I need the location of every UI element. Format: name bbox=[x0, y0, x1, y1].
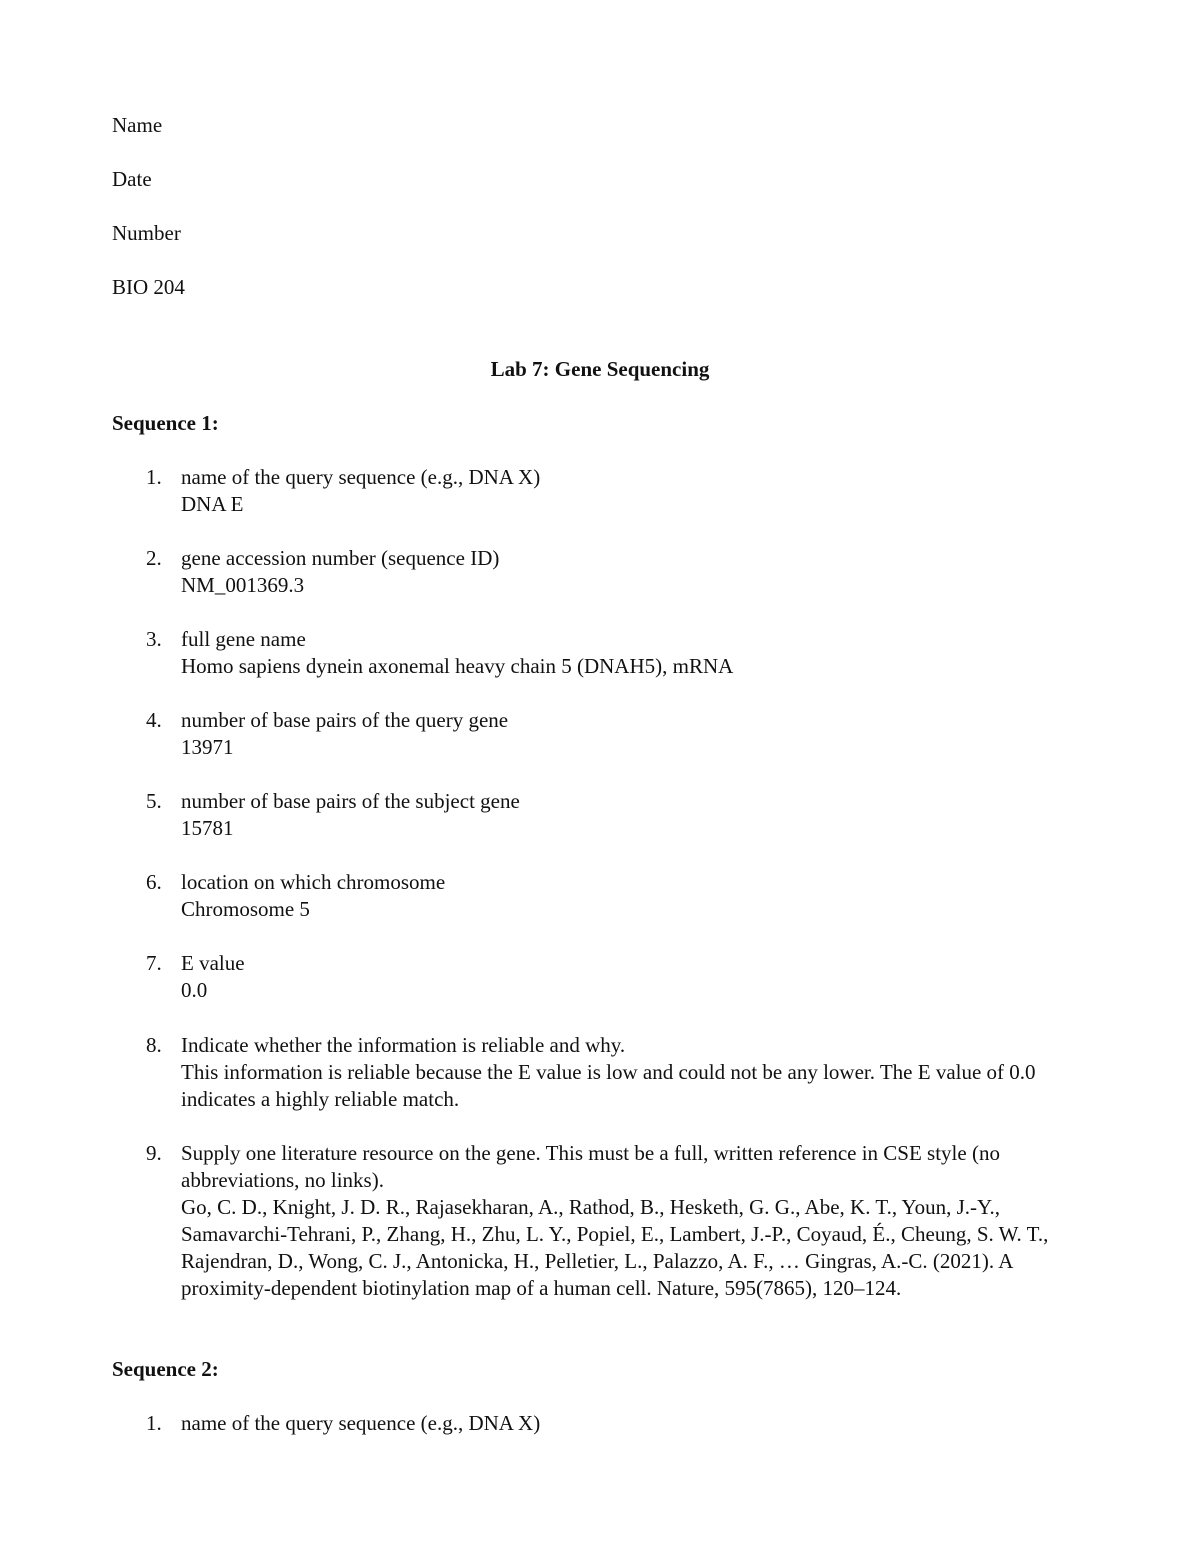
question-text: E value bbox=[181, 951, 245, 975]
sequence-1-heading: Sequence 1: bbox=[112, 411, 219, 435]
item-number: 1. bbox=[146, 1411, 162, 1435]
number-label: Number bbox=[112, 221, 181, 245]
item-number: 7. bbox=[146, 951, 162, 975]
reference-text: Go, C. D., Knight, J. D. R., Rajasekharan, A., Rathod, B., Hesketh, G. G., Abe, K. T., Youn, J.-Y., Samavarchi-Tehrani, P., Zhang, H., Zhu, L. Y., Popiel, E., Lambert, J.-P., Coyaud, É., Cheung, S. W. T., Rajendran, D., Wong, C. J., Antonicka, H., Pelletier, L., Palazzo, A. F., … Gingras, A.-C. (2021). A proximity-dependent biotinylation map of a human cell. Nature, 595(7865), 120–124. bbox=[181, 1195, 1049, 1300]
question-text: full gene name bbox=[181, 627, 306, 651]
item-number: 9. bbox=[146, 1141, 162, 1165]
answer-text: 13971 bbox=[181, 735, 234, 759]
item-number: 2. bbox=[146, 546, 162, 570]
answer-text: NM_001369.3 bbox=[181, 573, 305, 597]
question-text: number of base pairs of the query gene bbox=[181, 708, 509, 732]
question-text: name of the query sequence (e.g., DNA X) bbox=[181, 1411, 541, 1435]
item-number: 5. bbox=[146, 789, 162, 813]
question-text: location on which chromosome bbox=[181, 870, 446, 894]
answer-text: This information is reliable because the E value is low and could not be any lower. The E value of 0.0 indicates a highly reliable match. bbox=[181, 1060, 1036, 1111]
answer-text: 0.0 bbox=[181, 978, 208, 1002]
item-number: 8. bbox=[146, 1033, 162, 1057]
name-label: Name bbox=[112, 113, 163, 137]
question-text: gene accession number (sequence ID) bbox=[181, 546, 500, 570]
question-text: Indicate whether the information is reliable and why. bbox=[181, 1033, 626, 1057]
item-number: 6. bbox=[146, 870, 162, 894]
question-text: number of base pairs of the subject gene bbox=[181, 789, 520, 813]
answer-text: DNA E bbox=[181, 492, 244, 516]
page-title: Lab 7: Gene Sequencing bbox=[490, 357, 710, 381]
question-text: Supply one literature resource on the gene. This must be a full, written reference in CSE style (no abbreviations, no links). bbox=[181, 1141, 1000, 1192]
date-label: Date bbox=[112, 167, 152, 191]
answer-text: Chromosome 5 bbox=[181, 897, 310, 921]
item-number: 3. bbox=[146, 627, 162, 651]
answer-text: 15781 bbox=[181, 816, 234, 840]
answer-text: Homo sapiens dynein axonemal heavy chain 5 (DNAH5), mRNA bbox=[181, 654, 734, 678]
item-number: 4. bbox=[146, 708, 162, 732]
course-label: BIO 204 bbox=[112, 275, 185, 299]
sequence-2-heading: Sequence 2: bbox=[112, 1357, 219, 1381]
item-number: 1. bbox=[146, 465, 162, 489]
question-text: name of the query sequence (e.g., DNA X) bbox=[181, 465, 541, 489]
